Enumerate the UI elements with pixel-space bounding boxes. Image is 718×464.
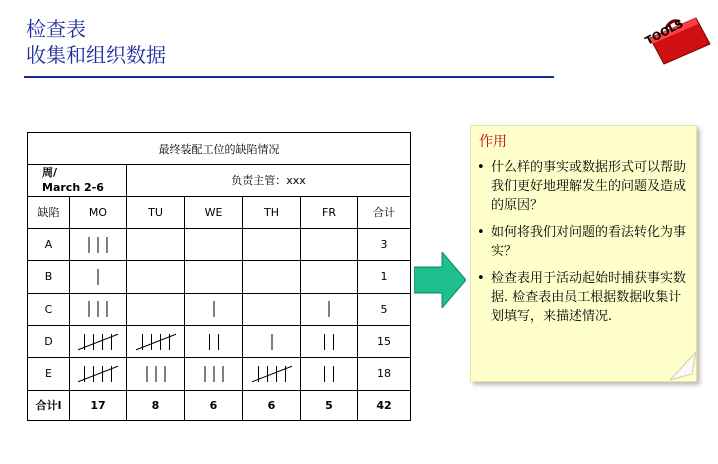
toolbox-icon bbox=[636, 4, 714, 66]
tally-cell bbox=[185, 325, 243, 357]
note-text-2: 如何将我们对问题的看法转化为事实？ bbox=[491, 225, 687, 259]
page-curl-icon bbox=[670, 352, 698, 382]
note-bullet-3: • 检查表用于活动起始时捕获事实数据. 检查表由员工根据数据收集计划填写，来描述情况. bbox=[477, 271, 687, 324]
defect-label: B bbox=[28, 261, 70, 293]
row-total: 15 bbox=[358, 325, 411, 357]
note-text-1: 什么样的事实或数据形式可以帮助我们更好地理解发生的问题及造成的原因？ bbox=[491, 160, 687, 213]
column-header: FR bbox=[301, 196, 358, 228]
column-header: TH bbox=[243, 196, 301, 228]
tally-cell bbox=[185, 358, 243, 390]
defect-label: E bbox=[28, 358, 70, 390]
tally-cell bbox=[301, 293, 358, 325]
totals-label: 合计l bbox=[28, 390, 70, 420]
column-total: 5 bbox=[301, 390, 358, 420]
tally-marks bbox=[194, 331, 234, 353]
tally-marks bbox=[78, 363, 118, 385]
tally-marks bbox=[252, 363, 292, 385]
week-cell bbox=[28, 165, 127, 196]
column-header: MO bbox=[70, 196, 127, 228]
column-total: 8 bbox=[127, 390, 185, 420]
tally-cell bbox=[243, 293, 301, 325]
tally-cell bbox=[185, 261, 243, 293]
column-total: 6 bbox=[185, 390, 243, 420]
row-total: 5 bbox=[358, 293, 411, 325]
tally-cell bbox=[70, 261, 127, 293]
note-title: 作用 bbox=[479, 134, 507, 150]
tally-marks bbox=[78, 331, 118, 353]
note-bullet-2: • 如何将我们对问题的看法转化为事实？ bbox=[477, 225, 687, 259]
tally-cell bbox=[243, 325, 301, 357]
tally-cell bbox=[127, 229, 185, 261]
tally-marks bbox=[309, 363, 349, 385]
column-header: 缺陷 bbox=[28, 196, 70, 228]
table-row bbox=[28, 293, 411, 325]
column-header: WE bbox=[185, 196, 243, 228]
tally-cell bbox=[301, 358, 358, 390]
check-sheet-table bbox=[27, 132, 411, 421]
tally-cell bbox=[185, 229, 243, 261]
defect-label: C bbox=[28, 293, 70, 325]
arrow-right-icon bbox=[414, 252, 466, 308]
tally-marks bbox=[78, 298, 118, 320]
table-row bbox=[28, 261, 411, 293]
owner-cell: 负责主管：xxx bbox=[127, 165, 411, 196]
tally-cell bbox=[127, 325, 185, 357]
column-header: 合计 bbox=[358, 196, 411, 228]
title-underline bbox=[24, 76, 554, 78]
week-label: 周/ bbox=[42, 166, 58, 180]
tally-cell bbox=[301, 325, 358, 357]
table-caption: 最终装配工位的缺陷情况 bbox=[28, 133, 411, 165]
tally-cell bbox=[243, 358, 301, 390]
tally-cell bbox=[70, 293, 127, 325]
tally-cell bbox=[301, 261, 358, 293]
note-text-3: 检查表用于活动起始时捕获事实数据. 检查表由员工根据数据收集计划填写，来描述情况. bbox=[491, 271, 687, 324]
column-header: TU bbox=[127, 196, 185, 228]
tally-marks bbox=[252, 331, 292, 353]
week-value: March 2-6 bbox=[42, 181, 104, 195]
table-row bbox=[28, 229, 411, 261]
note-list bbox=[477, 158, 689, 334]
table-row bbox=[28, 358, 411, 390]
tally-marks bbox=[78, 234, 118, 256]
table-row bbox=[28, 325, 411, 357]
row-total: 1 bbox=[358, 261, 411, 293]
tally-marks bbox=[309, 331, 349, 353]
tally-cell bbox=[185, 293, 243, 325]
column-total: 6 bbox=[243, 390, 301, 420]
tally-marks bbox=[78, 266, 118, 288]
tally-marks bbox=[309, 298, 349, 320]
purpose-note bbox=[470, 125, 697, 382]
tally-marks bbox=[194, 363, 234, 385]
note-bullet-1: • 什么样的事实或数据形式可以帮助我们更好地理解发生的问题及造成的原因？ bbox=[477, 160, 687, 213]
tally-cell bbox=[243, 229, 301, 261]
tally-cell bbox=[301, 229, 358, 261]
tally-cell bbox=[127, 261, 185, 293]
logo-text: TOOLS bbox=[643, 16, 686, 48]
defect-label: A bbox=[28, 229, 70, 261]
title-line-1: 检查表 bbox=[26, 17, 86, 41]
tally-cell bbox=[70, 358, 127, 390]
tally-marks bbox=[194, 298, 234, 320]
tally-marks bbox=[136, 363, 176, 385]
column-total: 42 bbox=[358, 390, 411, 420]
tally-cell bbox=[70, 325, 127, 357]
row-total: 18 bbox=[358, 358, 411, 390]
defect-label: D bbox=[28, 325, 70, 357]
tally-marks bbox=[136, 331, 176, 353]
tally-cell bbox=[243, 261, 301, 293]
tally-cell bbox=[127, 293, 185, 325]
tally-cell bbox=[70, 229, 127, 261]
title-line-2: 收集和组织数据 bbox=[26, 43, 166, 67]
column-total: 17 bbox=[70, 390, 127, 420]
page-title bbox=[26, 16, 166, 68]
tally-cell bbox=[127, 358, 185, 390]
row-total: 3 bbox=[358, 229, 411, 261]
